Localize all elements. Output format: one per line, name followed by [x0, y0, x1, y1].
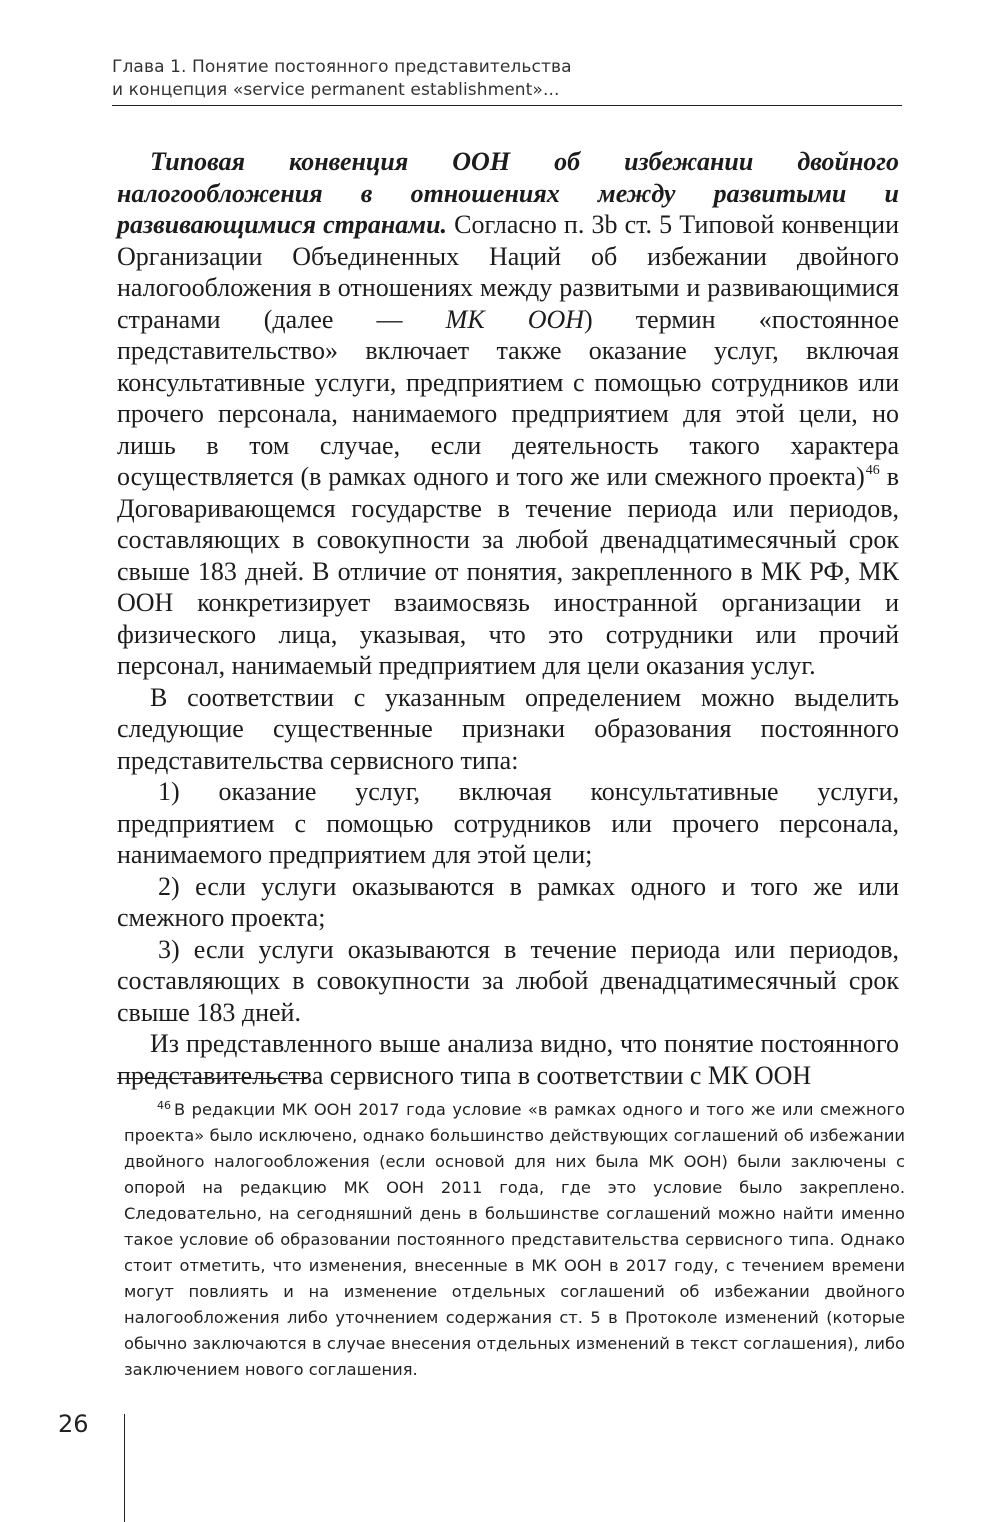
paragraph-1-part-b: ) термин «постоянное представительство» включает также оказание услуг, включая консультативные услуги, предприятием с помощью сотрудников или прочего персонала, нанимаемого предприятием для этой цели, но лишь в том случае, если деятельность такого характера осуществляется (в рамках одного и того же или смежного проекта) [117, 304, 899, 491]
paragraph-1 [117, 146, 899, 682]
page-number: 26 [58, 1410, 89, 1438]
page-number-rule [124, 1414, 125, 1522]
footnote-reference[interactable]: 46 [865, 463, 880, 478]
paragraph-3: Из представленного выше анализа видно, что понятие постоянного представительства сервисного типа в соответствии с МК ООН [117, 1029, 899, 1090]
header-divider [112, 105, 902, 106]
footnote-number: 46 [157, 1099, 171, 1112]
list-item-3: 3) если услуги оказываются в течение периода или периодов, составляющих в совокупности за любой двенадцатимесячный срок свыше 183 дней. [117, 934, 899, 1027]
abbreviation-mk-oon: МК ООН [445, 304, 585, 334]
running-header [112, 56, 902, 101]
running-header-line-2: и концепция «service permanent establishment»... [112, 79, 560, 100]
list-item-2: 2) если услуги оказываются в рамках одного и того же или смежного проекта; [117, 871, 899, 932]
list-item-1: 1) оказание услуг, включая консультативные услуги, предприятием с помощью сотрудников или прочего персонала, нанимаемого предприятием для этой цели; [117, 777, 899, 869]
main-text [117, 146, 899, 1091]
footnote [124, 1097, 905, 1383]
paragraph-1-lead: Типовая конвенция ООН об избежании двойного налогообложения в отношениях между развитыми и развивающимися странами. [117, 147, 899, 239]
footnote-paragraph [124, 1097, 905, 1383]
paragraph-1-part-c: в Договаривающемся государстве в течение периода или периодов, составляющих в совокупности за любой двенадцатимесячный срок свыше 183 дней. В отличие от понятия, закрепленного в МК РФ, МК ООН конкретизирует взаимосвязь иностранной организации и физического лица, указывая, что это сотрудники или прочий персонал, нанимаемый предприятием для цели оказания услуг. [117, 462, 900, 680]
footnote-text: В редакции МК ООН 2017 года условие «в рамках одного и того же или смежного проекта» было исключено, однако большинство действующих соглашений об избежании двойного налогообложения (если основой для них была МК ООН) были заключены с опорой на редакцию МК ООН 2011 года, где это условие было закреплено. Следовательно, на сегодняшний день в большинстве соглашений можно найти именно такое условие об образовании постоянного представительства сервисного типа. Однако стоит отметить, что изменения, внесенные в МК ООН в 2017 году, с течением времени могут повлиять и на изменение отдельных соглашений об избежании двойного налогообложения либо уточнением содержания ст. 5 в Протоколе изменений (которые обычно заключаются в случае внесения отдельных изменений в текст соглашения), либо заключением нового соглашения. [124, 1100, 905, 1379]
running-header-line-1: Глава 1. Понятие постоянного представительства [112, 57, 572, 77]
paragraph-1-part-a: Согласно п. 3b ст. 5 Типовой конвенции Организации Объединенных Наций об избежании двойного налогообложения в отношениях между развитыми и развивающимися странами (далее — [117, 210, 899, 334]
paragraph-2: В соответствии с указанным определением можно выделить следующие существенные признаки образования постоянного представительства сервисного типа: [117, 682, 899, 775]
footnote-divider [117, 1078, 307, 1079]
